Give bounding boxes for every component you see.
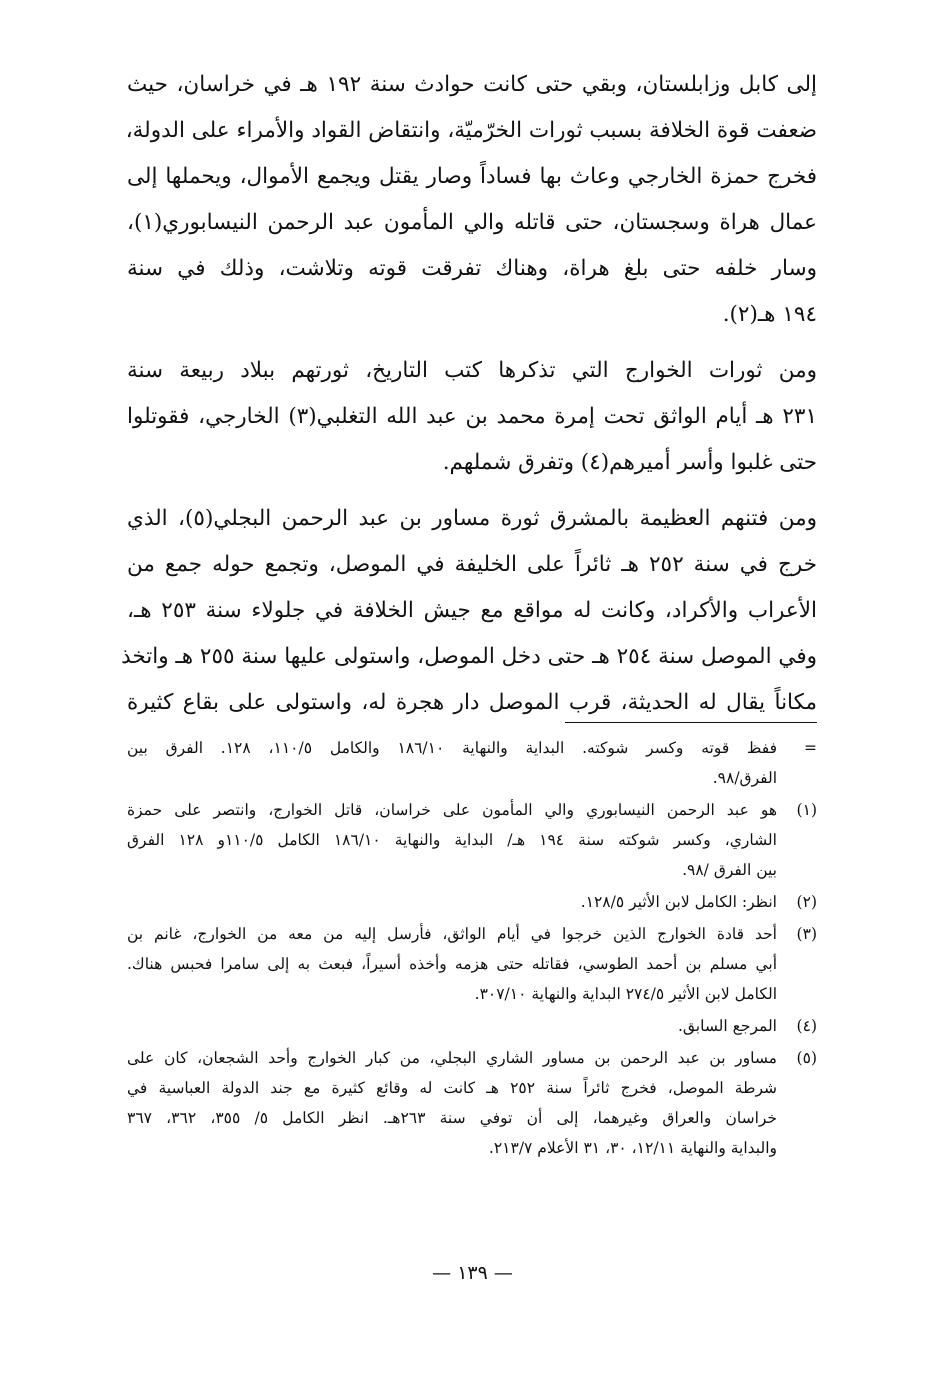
footnote-line: شرطة الموصل، فخرج ثائراً سنة ٢٥٢ هـ كانت له وقائع كثيرة مع جند الدولة العباسية في (127, 1079, 777, 1097)
footnote-continuation (127, 733, 817, 793)
footnote-4 (127, 1011, 817, 1041)
text-line: ومن فتنهم العظيمة بالمشرق ثورة مساور بن عبد الرحمن البجلي(٥)، الذي (127, 506, 817, 531)
footnote-marker: (٤) (796, 1017, 817, 1035)
footnote-line: والبداية والنهاية ١٢/١١، ٣٠، ٣١ الأعلام ٢١٣/٧. (488, 1139, 777, 1157)
footnote-1 (127, 795, 817, 885)
footnote-line: مساور بن عبد الرحمن بن مساور الشاري البجلي، من كبار الخوارج وأحد الشجعان، كان على (127, 1049, 777, 1067)
footnote-marker: (٢) (796, 893, 817, 911)
footnote-line: الفرق/٩٨. (712, 769, 777, 787)
text-line: خرج في سنة ٢٥٢ هـ ثائراً على الخليفة في الموصل، وتجمع حوله جمع من (127, 552, 817, 577)
footnote-3 (127, 919, 817, 1009)
text-line: فخرج حمزة الخارجي وعاث بها فساداً وصار يقتل ويجمع الأموال، ويحملها إلى (127, 164, 817, 189)
paragraph-1 (127, 62, 817, 338)
text-line: ١٩٤ هـ(٢). (722, 302, 817, 327)
footnote-line: الشاري، وكسر شوكته سنة ١٩٤ هـ/ البداية والنهاية ١٨٦/١٠ الكامل ١١٠/٥و ١٢٨ الفرق (127, 831, 777, 849)
footnote-marker: (٥) (796, 1049, 817, 1067)
footnote-line: ففظ قوته وكسر شوكته. البداية والنهاية ١٨٦/١٠ والكامل ١١٠/٥، ١٢٨. الفرق بين (127, 739, 777, 757)
footnote-5 (127, 1043, 817, 1163)
text-line: حتى غلبوا وأسر أميرهم(٤) وتفرق شملهم. (442, 450, 817, 475)
footnote-line: خراسان والعراق وغيرهما، إلى أن توفي سنة ٢٦٣هـ. انظر الكامل ٥/ ٣٥٥، ٣٦٢، ٣٦٧ (127, 1109, 778, 1127)
text-line: الأعراب والأكراد، وكانت له مواقع مع جيش الخلافة في جلولاء سنة ٢٥٣ هـ، (127, 598, 817, 623)
footnotes (127, 733, 817, 1165)
text-line: ضعفت قوة الخلافة بسبب ثورات الخرّميّة، وانتقاض القواد والأمراء على الدولة، (125, 118, 817, 143)
footnote-separator (565, 722, 817, 723)
text-line: مكاناً يقال له الحديثة، قرب الموصل دار هجرة له، واستولى على بقاع كثيرة (127, 690, 817, 715)
text-line: ومن ثورات الخوارج التي تذكرها كتب التاريخ، ثورتهم ببلاد ربيعة سنة (127, 358, 817, 383)
page-number: — ١٣٩ — (432, 1262, 513, 1284)
footnote-line: أحد قادة الخوارج الذين خرجوا في أيام الواثق، فأرسل إليه من معه من الخوارج، غانم بن (127, 925, 777, 943)
text-line: وسار خلفه حتى بلغ هراة، وهناك تفرقت قوته وتلاشت، وذلك في سنة (127, 256, 817, 281)
text-line: ٢٣١ هـ أيام الواثق تحت إمرة محمد بن عبد الله التغلبي(٣) الخارجي، فقوتلوا (127, 404, 817, 429)
footnote-marker: (٣) (796, 925, 817, 943)
footnote-line: أبي مسلم بن أحمد الطوسي، فقاتله حتى هزمه وأخذه أسيراً، فبعث به إلى سامرا فحبس هناك. (127, 955, 777, 973)
text-line: عمال هراة وسجستان، حتى قاتله والي المأمون عبد الرحمن النيسابوري(١)، (127, 210, 817, 235)
footnote-line: انظر: الكامل لابن الأثير ١٢٨/٥. (580, 893, 777, 911)
text-line: وفي الموصل سنة ٢٥٤ هـ حتى دخل الموصل، واستولى عليها سنة ٢٥٥ هـ واتخذ (121, 644, 817, 669)
footnote-line: الكامل لابن الأثير ٢٧٤/٥ البداية والنهاية ٣٠٧/١٠. (474, 985, 777, 1003)
main-text (121, 62, 817, 736)
footnote-line: المرجع السابق. (677, 1017, 777, 1035)
footnote-marker: = (804, 739, 817, 757)
text-line: إلى كابل وزابلستان، وبقي حتى كانت حوادث سنة ١٩٢ هـ في خراسان، حيث (127, 72, 817, 97)
footnote-2 (127, 887, 817, 917)
footnote-marker: (١) (796, 801, 817, 819)
paragraph-3 (121, 496, 817, 726)
footnote-line: هو عبد الرحمن النيسابوري والي المأمون على خراسان، قاتل الخوارج، وانتصر على حمزة (127, 801, 777, 819)
paragraph-2 (127, 348, 817, 486)
footnote-line: بين الفرق /٩٨. (682, 861, 777, 879)
